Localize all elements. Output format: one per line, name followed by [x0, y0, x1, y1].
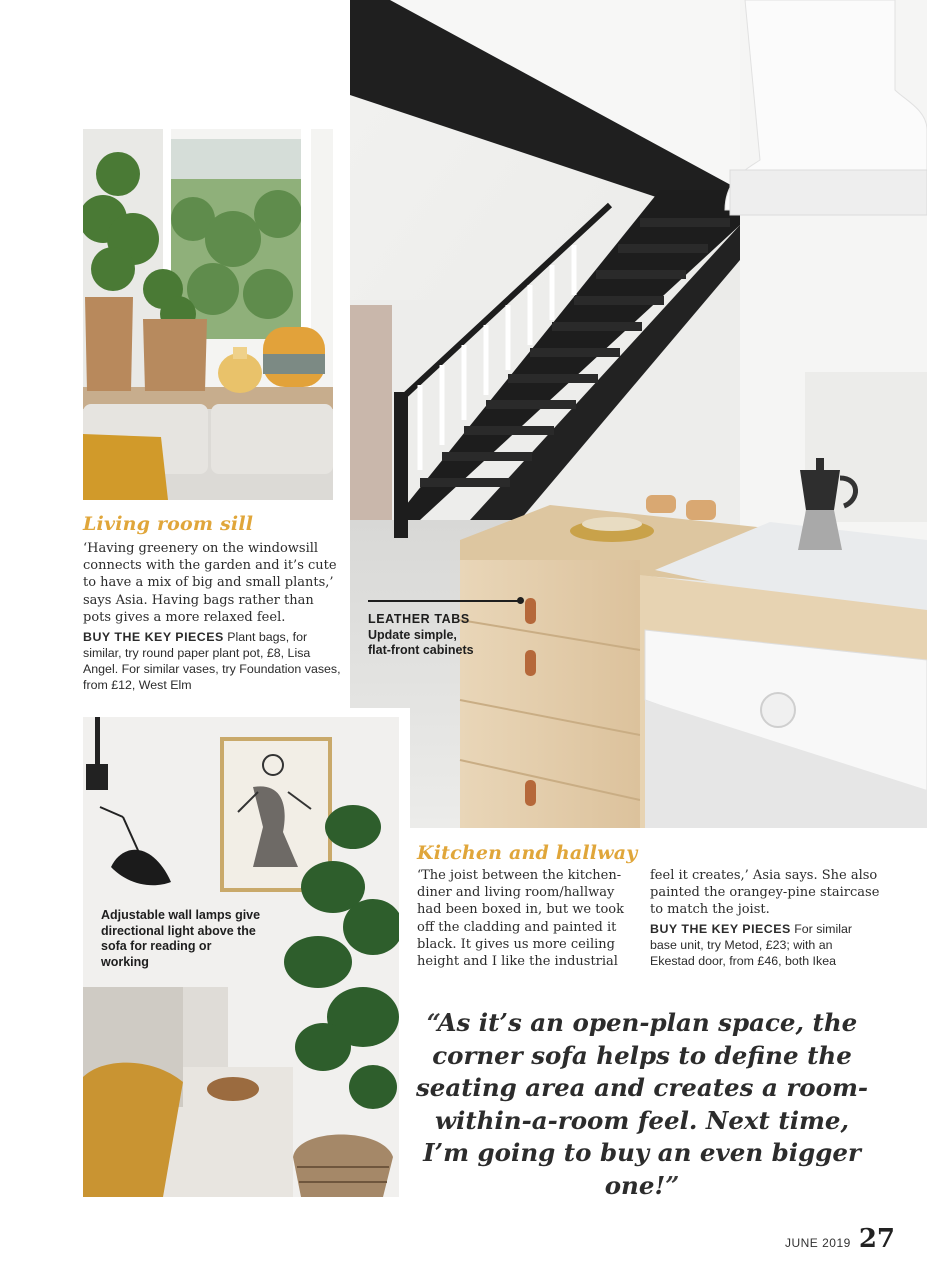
leather-tabs-leader-dot — [517, 597, 524, 604]
page-number: 27 — [858, 1224, 895, 1254]
leather-tabs-title: LEATHER TABS — [368, 612, 470, 626]
leather-tabs-text-line2: flat-front cabinets — [368, 643, 474, 657]
kitchen-buy-key-pieces-text: For similar base unit, try Metod, £23; with an Ekestad door, from £46, both Ikea — [650, 921, 853, 968]
kitchen-hallway-column-1: ‘The joist between the kitchen-diner and living room/hallway had been boxed in, but we took off the cladding and painted it black. It gives us more ceiling height and I like the industrial — [417, 868, 624, 970]
kitchen-hallway-column-2 — [650, 867, 880, 969]
issue-date: JUNE 2019 — [784, 1236, 851, 1250]
buy-key-pieces-label: BUY THE KEY PIECES — [83, 630, 224, 644]
kitchen-hallway-heading: Kitchen and hallway — [417, 842, 638, 864]
kitchen-hallway-photo — [350, 0, 927, 828]
buy-key-pieces-text: Plant bags, for similar, try round paper plant pot, £8, Lisa Angel. For similar vases, try Foundation vases, from £12, West Elm — [83, 630, 341, 692]
kitchen-buy-key-pieces-label: BUY THE KEY PIECES — [650, 921, 791, 936]
living-room-sill-photo — [83, 129, 333, 500]
kitchen-buy-key-pieces — [650, 921, 880, 969]
leather-tabs-leader-line — [368, 600, 520, 602]
living-room-sill-quote: ‘Having greenery on the windowsill connects with the garden and it’s cute to have a mix of big and small plants,’ says Asia. Having bags rather than pots gives a more relaxed feel. — [83, 541, 337, 625]
leather-tabs-caption — [368, 612, 508, 659]
pull-quote-text: As it’s an open-plan space, the corner sofa helps to define the seating area and creates a room-within-a-room feel. Next time, I’m going to buy an even bigger one! — [415, 1008, 869, 1200]
living-room-buy-key-pieces — [83, 629, 345, 693]
pull-quote-open-mark: “ — [426, 1008, 438, 1037]
living-room-sill-heading: Living room sill — [83, 513, 254, 535]
pull-quote-close-mark: ” — [665, 1170, 680, 1200]
leather-tabs-text-line1: Update simple, — [368, 627, 457, 642]
wall-lamp-caption: Adjustable wall lamps give directional light above the sofa for reading or working — [101, 908, 261, 969]
pull-quote — [414, 1007, 870, 1203]
page-folio — [785, 1224, 895, 1254]
kitchen-hallway-column-2-text: feel it creates,’ Asia says. She also painted the orangey-pine staircase to match the joist. — [650, 868, 880, 918]
